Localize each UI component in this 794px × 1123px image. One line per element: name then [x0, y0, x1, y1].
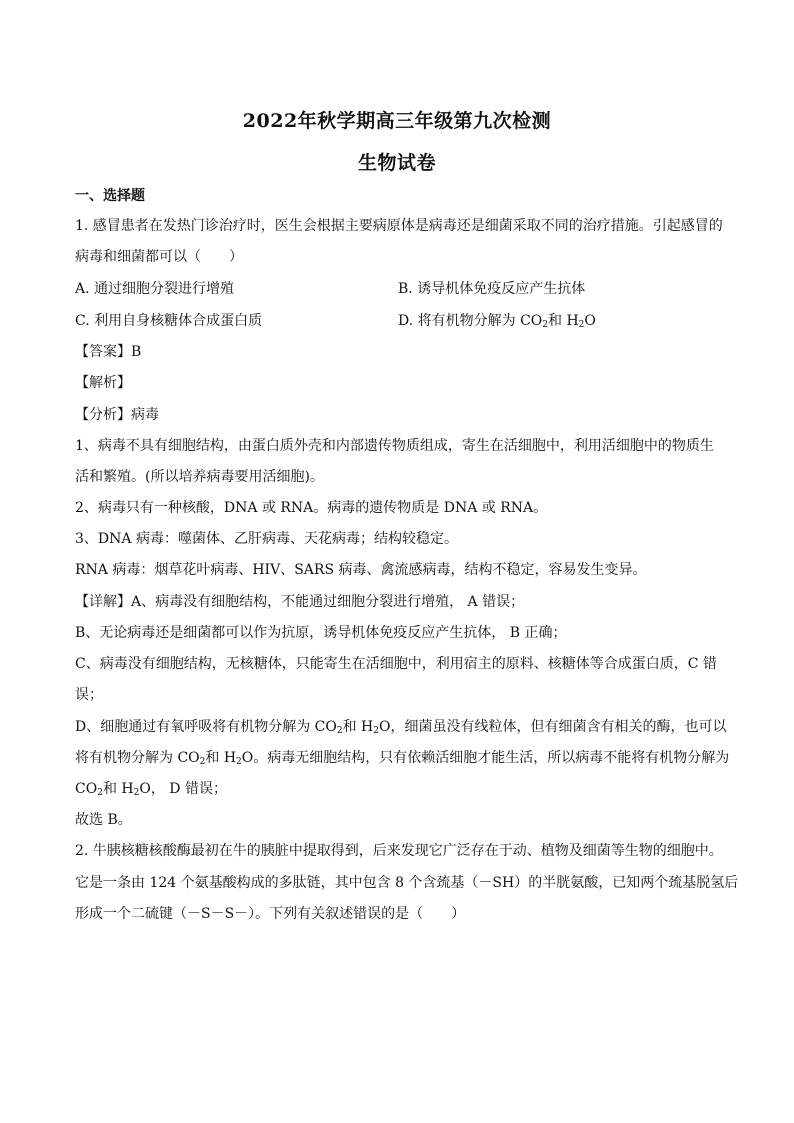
q1-detail-b: B、无论病毒还是细菌都可以作为抗原，诱导机体免疫反应产生抗体， B 正确； — [75, 625, 567, 641]
q1-detail-a: 【详解】A、病毒没有细胞结构，不能通过细胞分裂进行增殖， A 错误； — [75, 594, 525, 610]
q1-detail-d-line-3: $CO_2$和 $H_2O$， D 错误； — [75, 781, 227, 798]
q1-detail-c-line-2: 误； — [75, 687, 103, 703]
q1-stem-line-1: 1. 感冒患者在发热门诊治疗时，医生会根据主要病原体是病毒还是细菌采取不同的治疗措施。引起感冒的 — [75, 218, 723, 234]
page-subtitle: 生物试卷 — [357, 152, 436, 174]
q2-stem-line-1: 2. 牛胰核糖核酸酶最初在牛的胰脏中提取得到，后来发现它广泛存在于动、植物及细菌等生物的细胞中。 — [75, 843, 723, 859]
q1-analysis-label: 【解析】 — [75, 375, 131, 391]
q1-analysis-p4: RNA 病毒：烟草花叶病毒、HIV、SARS 病毒、禽流感病毒，结构不稳定，容易发生变异。 — [75, 562, 647, 578]
q1-detail-c-line-1: C、病毒没有细胞结构，无核糖体，只能寄生在活细胞中，利用宿主的原料、核糖体等合成蛋白质，C 错 — [75, 656, 717, 672]
q1-analysis-p1-line-1: 1、病毒不具有细胞结构，由蛋白质外壳和内部遗传物质组成，寄生在活细胞中，利用活细胞中的物质生 — [75, 438, 714, 454]
q1-analysis-p3: 3、DNA 病毒：噬菌体、乙肝病毒、天花病毒；结构较稳定。 — [75, 531, 458, 547]
q2-stem-line-3: 形成一个二硫键（－S－S－）。下列有关叙述错误的是（ ） — [75, 906, 466, 922]
q1-detail-d-line-1: D、细胞通过有氧呼吸将有机物分解为 $CO_2$和 $H_2O$，细菌虽没有线粒体，但有细菌含有相关的酶，也可以 — [75, 719, 727, 736]
q1-option-d: D. 将有机物分解为 $CO_2$和 $H_2O$ — [398, 313, 596, 330]
q1-option-b: B. 诱导机体免疫反应产生抗体 — [398, 281, 586, 297]
q1-stem-line-2: 病毒和细菌都可以（ ） — [75, 249, 243, 265]
section-heading: 一、选择题 — [75, 188, 145, 204]
answer-value: B — [131, 344, 142, 360]
q1-fenxi: 【分析】病毒 — [75, 407, 159, 423]
answer-label: 【答案】 — [75, 344, 131, 360]
q2-stem-line-2: 它是一条由 124 个氨基酸构成的多肽链，其中包含 8 个含巯基（－SH）的半胱氨酸，已知两个巯基脱氢后 — [75, 875, 739, 891]
q1-option-a: A. 通过细胞分裂进行增殖 — [75, 281, 235, 297]
q1-analysis-p2: 2、病毒只有一种核酸，DNA 或 RNA。病毒的遗传物质是 DNA 或 RNA。 — [75, 500, 548, 516]
q1-answer — [75, 342, 725, 362]
q1-option-c: C. 利用自身核糖体合成蛋白质 — [75, 313, 263, 329]
q1-detail-d-line-2: 将有机物分解为 $CO_2$和 $H_2O$。病毒无细胞结构，只有依赖活细胞才能生活，所以病毒不能将有机物分解为 — [75, 750, 730, 767]
q1-conclusion: 故选 B。 — [75, 812, 132, 828]
q1-analysis-p1-line-2: 活和繁殖。(所以培养病毒要用活细胞)。 — [75, 469, 324, 485]
page-title: 2022年秋学期高三年级第九次检测 — [242, 110, 552, 132]
